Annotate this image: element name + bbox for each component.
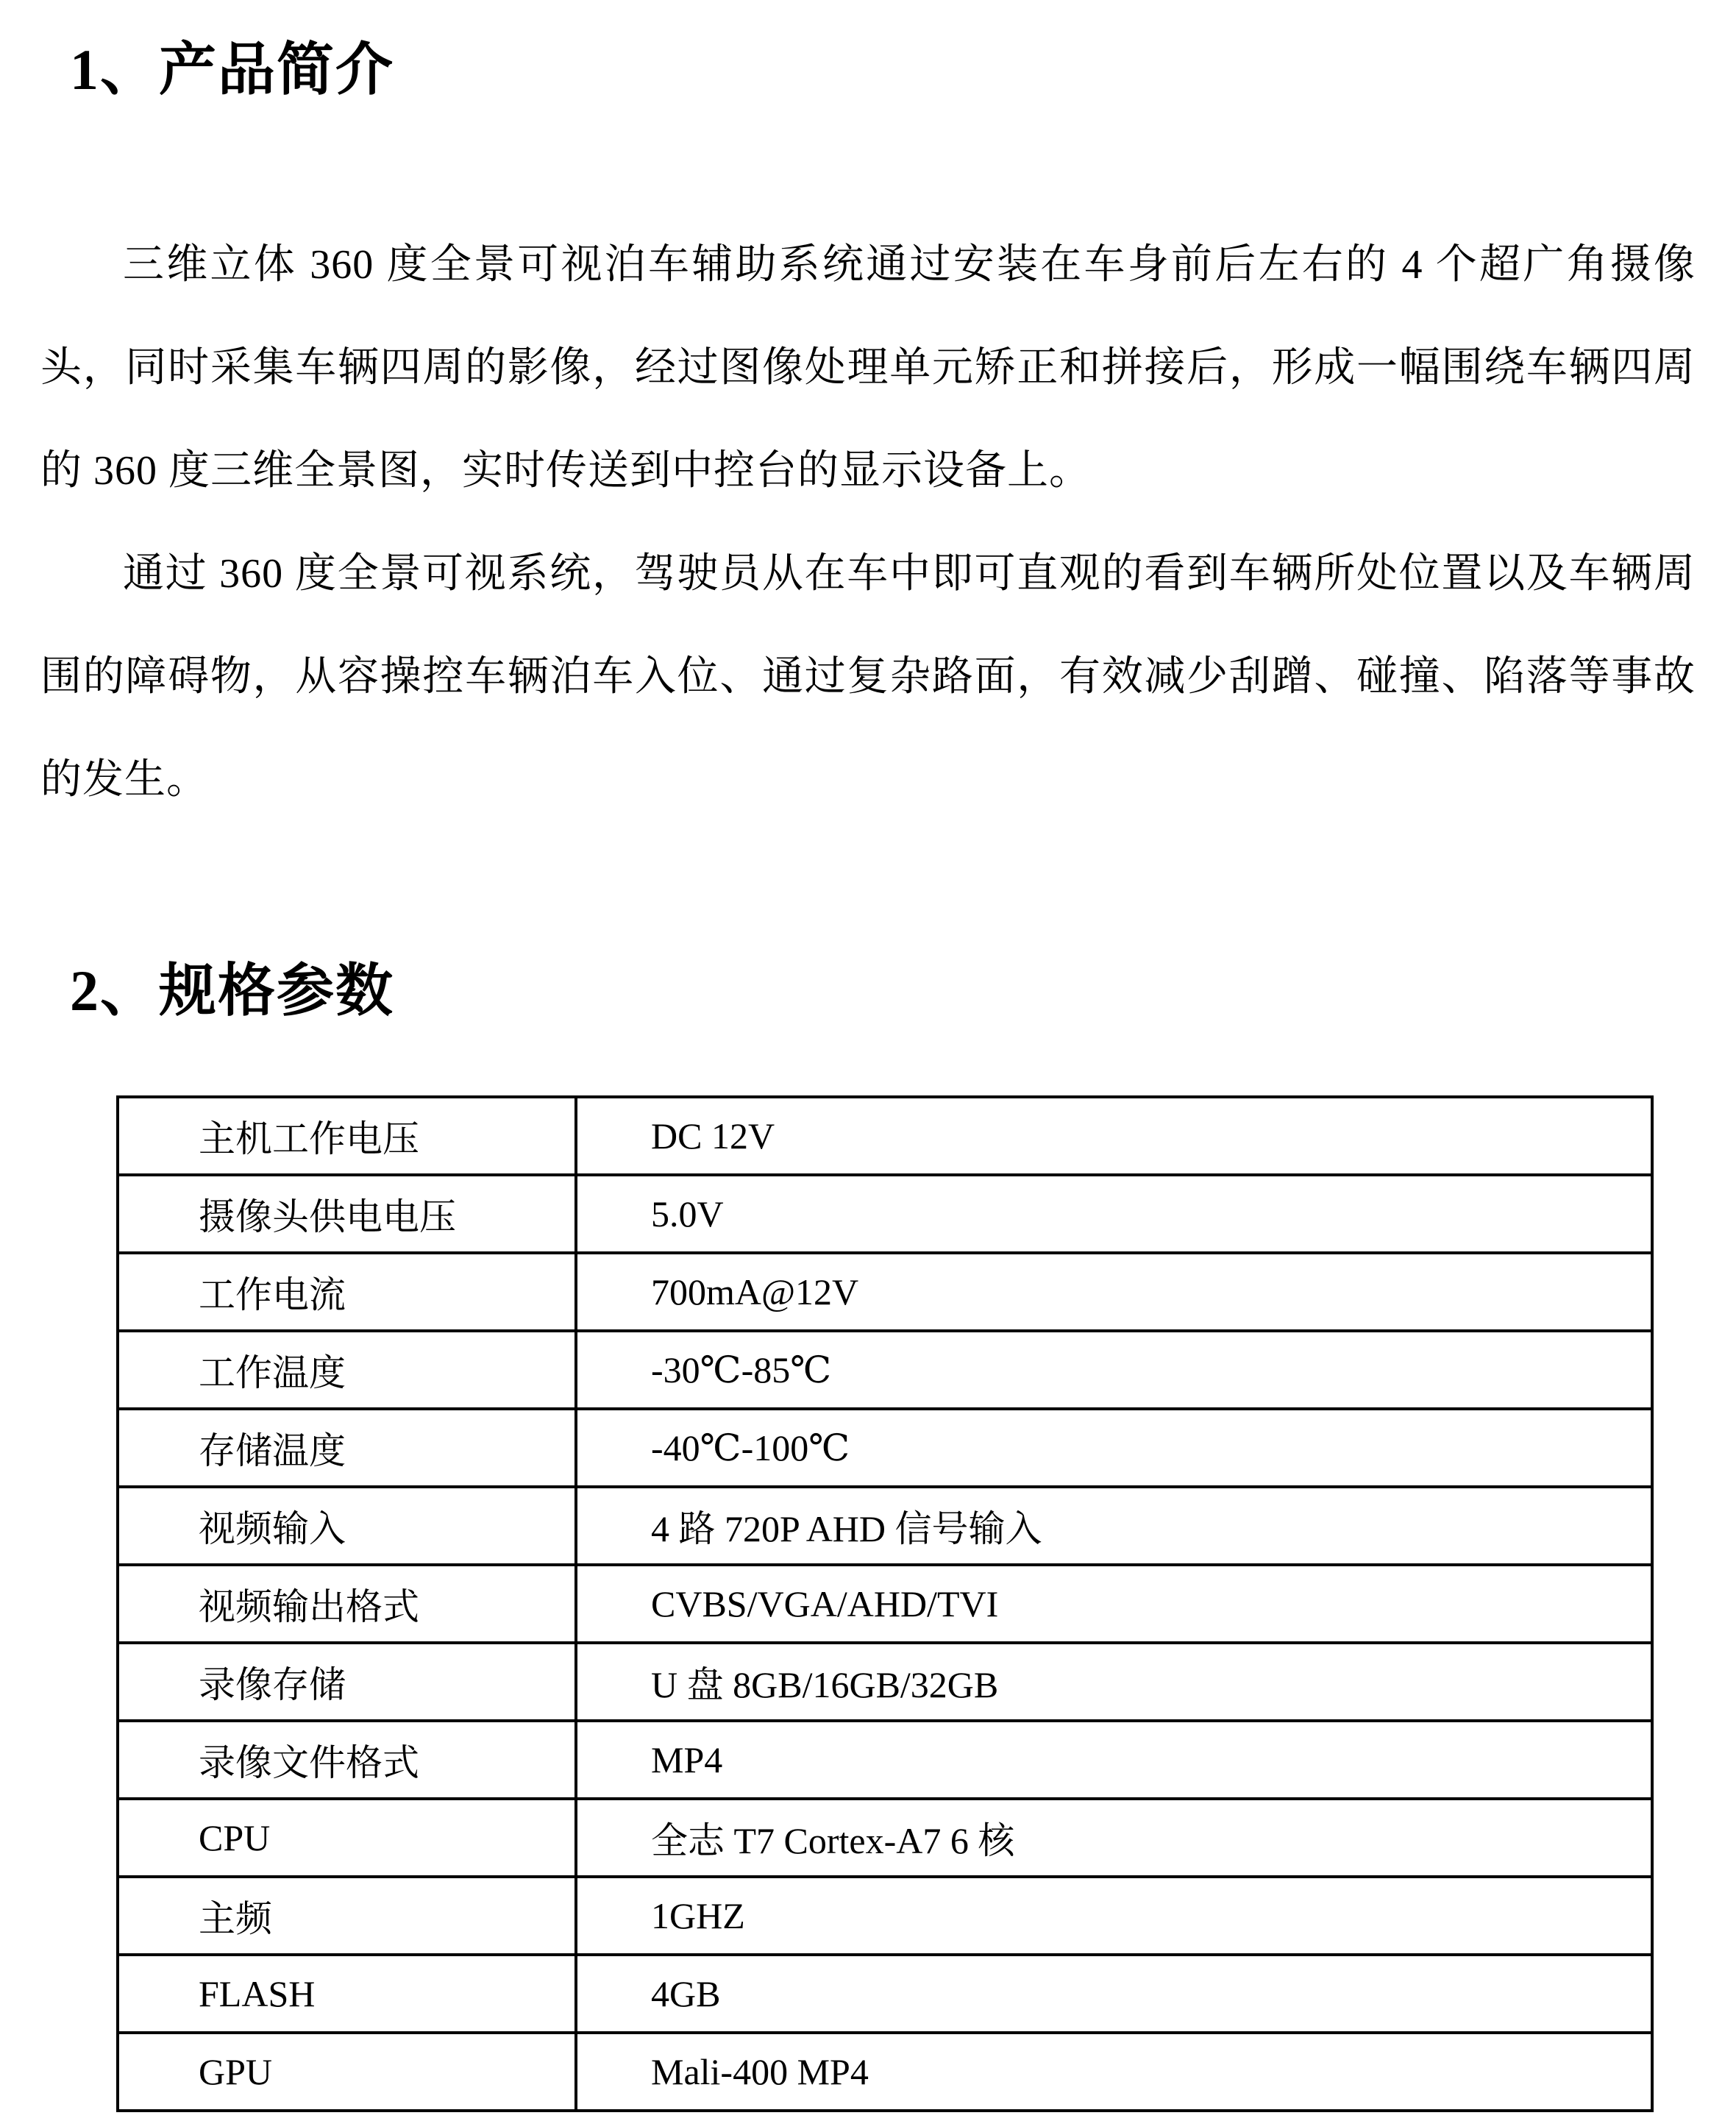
- spec-value-cell: U 盘 8GB/16GB/32GB: [576, 1643, 1652, 1721]
- spec-value-cell: 4 路 720P AHD 信号输入: [576, 1487, 1652, 1565]
- spec-value-cell: -30℃-85℃: [576, 1331, 1652, 1409]
- spec-label-cell: 主机工作电压: [118, 1097, 576, 1175]
- table-row: [118, 1409, 1652, 1487]
- table-row: [118, 1331, 1652, 1409]
- spec-label-cell: 工作温度: [118, 1331, 576, 1409]
- spec-value-cell: MP4: [576, 1721, 1652, 1799]
- spec-label-cell: 工作电流: [118, 1253, 576, 1331]
- table-row: [118, 1175, 1652, 1253]
- table-row: [118, 1799, 1652, 1877]
- spec-value-cell: Mali-400 MP4: [576, 2033, 1652, 2111]
- spec-table-body: [118, 1097, 1652, 2111]
- table-row: [118, 1097, 1652, 1175]
- spec-label-cell: 录像文件格式: [118, 1721, 576, 1799]
- spec-table: [116, 1095, 1654, 2112]
- table-row: [118, 1877, 1652, 1955]
- spec-value-cell: 4GB: [576, 1955, 1652, 2033]
- table-row: [118, 1253, 1652, 1331]
- spec-value-cell: DC 12V: [576, 1097, 1652, 1175]
- spec-value-cell: 全志 T7 Cortex-A7 6 核: [576, 1799, 1652, 1877]
- table-row: [118, 2033, 1652, 2111]
- spec-label-cell: FLASH: [118, 1955, 576, 2033]
- table-row: [118, 1643, 1652, 1721]
- spec-value-cell: 5.0V: [576, 1175, 1652, 1253]
- spec-label-cell: 录像存储: [118, 1643, 576, 1721]
- spec-label-cell: CPU: [118, 1799, 576, 1877]
- spec-value-cell: -40℃-100℃: [576, 1409, 1652, 1487]
- intro-paragraph-2: 通过 360 度全景可视系统，驾驶员从在车中即可直观的看到车辆所处位置以及车辆周围的障碍物，从容操控车辆泊车入位、通过复杂路面，有效减少刮蹭、碰撞、陷落等事故的发生。: [40, 550, 1696, 803]
- section-1-heading: 1、产品简介: [70, 38, 395, 102]
- spec-label-cell: 存储温度: [118, 1409, 576, 1487]
- spec-value-cell: 700mA@12V: [576, 1253, 1652, 1331]
- table-row: [118, 1487, 1652, 1565]
- spec-label-cell: 视频输入: [118, 1487, 576, 1565]
- intro-paragraph-1: 三维立体 360 度全景可视泊车辅助系统通过安装在车身前后左右的 4 个超广角摄像头，同时采集车辆四周的影像，经过图像处理单元矫正和拼接后，形成一幅围绕车辆四周的 360 度三维全景图，实时传送到中控台的显示设备上。: [40, 241, 1696, 494]
- spec-label-cell: 主频: [118, 1877, 576, 1955]
- spec-label-cell: GPU: [118, 2033, 576, 2111]
- table-row: [118, 1721, 1652, 1799]
- spec-label-cell: 摄像头供电电压: [118, 1175, 576, 1253]
- table-row: [118, 1955, 1652, 2033]
- spec-label-cell: 视频输出格式: [118, 1565, 576, 1643]
- spec-value-cell: 1GHZ: [576, 1877, 1652, 1955]
- table-row: [118, 1565, 1652, 1643]
- spec-value-cell: CVBS/VGA/AHD/TVI: [576, 1565, 1652, 1643]
- section-2-heading: 2、规格参数: [70, 958, 395, 1023]
